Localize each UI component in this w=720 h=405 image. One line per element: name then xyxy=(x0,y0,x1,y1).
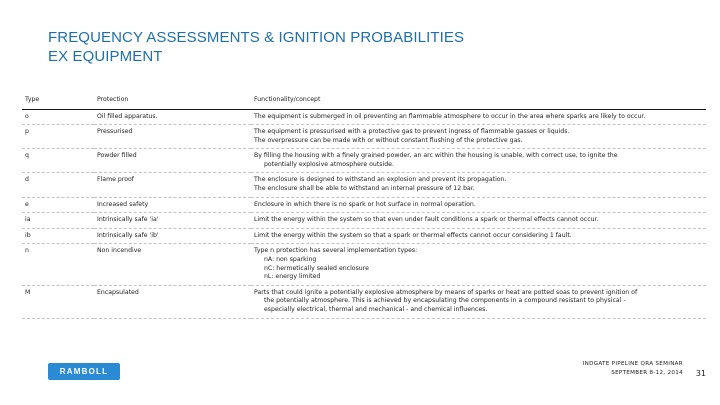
cell-concept xyxy=(251,285,706,318)
header-concept: Functionality/concept xyxy=(254,96,321,103)
cell-concept xyxy=(251,109,706,125)
page-number: 31 xyxy=(695,369,706,378)
cell-concept xyxy=(251,197,706,213)
concept-line: especially electrical, thermal and mechanical - and chemical influences. xyxy=(264,306,488,313)
footer-event: INDGATE PIPELINE QRA SEMINAR xyxy=(582,361,683,367)
ramboll-logo: RAMBOLL xyxy=(48,363,120,380)
cell-concept xyxy=(251,213,706,229)
table-body xyxy=(22,109,706,318)
table-row xyxy=(22,197,706,213)
cell-type: n xyxy=(25,247,29,255)
concept-line: Limit the energy within the system so that a spark or thermal effects cannot occur considering 1 fault. xyxy=(254,231,572,239)
concept-line: Type n protection has several implementation types: xyxy=(254,247,418,255)
cell-protection: Encapsulated xyxy=(97,288,139,296)
concept-line: the potentially atmosphere. This is achieved by encapsulating the components in a compound resistant to physical - xyxy=(264,297,626,305)
cell-type: ia xyxy=(25,216,31,224)
concept-line: The enclosure is designed to withstand an explosion and prevent its propagation. xyxy=(254,176,507,184)
cell-protection: Non incendive xyxy=(97,247,142,255)
cell-concept xyxy=(251,149,706,173)
cell-concept xyxy=(251,125,706,149)
concept-line: nL: energy limited xyxy=(264,273,321,281)
footer-date: SEPTEMBER 8-12, 2014 xyxy=(611,370,683,376)
concept-line: Limit the energy within the system so that even under fault conditions a spark or thermal effects cannot occur. xyxy=(254,216,599,224)
cell-type: o xyxy=(25,112,29,120)
cell-type: d xyxy=(25,176,29,184)
cell-protection: Powder filled xyxy=(97,152,137,160)
cell-concept xyxy=(251,173,706,197)
table-row xyxy=(22,109,706,125)
title-line-1: FREQUENCY ASSESSMENTS & IGNITION PROBABILITIES xyxy=(48,29,465,46)
table-row xyxy=(22,149,706,173)
header-protection: Protection xyxy=(97,96,129,103)
table-row xyxy=(22,125,706,149)
concept-line: By filling the housing with a finely grained powder, an arc within the housing is unable, with correct use, to ignite the xyxy=(254,152,618,160)
table-row xyxy=(22,285,706,318)
concept-line: The overpressure can be made with or without constant flushing of the protective gas. xyxy=(254,136,523,144)
cell-type: ib xyxy=(25,231,31,239)
cell-type: M xyxy=(25,288,31,296)
table-row xyxy=(22,213,706,229)
cell-protection: Oil filled apparatus. xyxy=(97,112,158,120)
concept-line: potentially explosive atmosphere outside. xyxy=(264,160,394,168)
table-row xyxy=(22,228,706,244)
footer xyxy=(583,360,683,378)
concept-line: nC: hermetically sealed enclosure xyxy=(264,264,369,272)
table-row xyxy=(22,173,706,197)
concept-line: Enclosure in which there is no spark or hot surface in normal operation. xyxy=(254,200,476,208)
cell-protection: Pressurised xyxy=(97,128,133,136)
cell-protection: Intrinsically safe 'ib' xyxy=(97,231,159,239)
cell-protection: Intrinsically safe 'ia' xyxy=(97,216,159,224)
concept-line: The equipment is submerged in oil preventing an flammable atmosphere to occur in the area where sparks are likely to occur. xyxy=(254,112,646,120)
cell-type: p xyxy=(25,128,29,136)
cell-protection: Flame proof xyxy=(97,176,134,184)
header-type: Type xyxy=(25,96,40,103)
cell-type: q xyxy=(25,152,29,160)
cell-concept xyxy=(251,244,706,285)
concept-line: nA: non sparking xyxy=(264,256,317,264)
cell-protection: Increased safety xyxy=(97,200,149,208)
concept-line: The equipment is pressurised with a protective gas to prevent ingress of flammable gasses or liquids. xyxy=(254,128,570,136)
table-row xyxy=(22,244,706,285)
title-line-2: EX EQUIPMENT xyxy=(48,48,163,65)
cell-type: e xyxy=(25,200,29,208)
ex-equipment-table xyxy=(22,93,706,319)
cell-concept xyxy=(251,228,706,244)
page-title xyxy=(48,28,464,66)
concept-line: Parts that could ignite a potentially explosive atmosphere by means of sparks or heat are potted soas to prevent ignition of xyxy=(254,288,638,296)
table-header-row xyxy=(22,93,706,109)
concept-line: The enclosure shall be able to withstand an internal pressure of 12 bar. xyxy=(254,185,475,193)
